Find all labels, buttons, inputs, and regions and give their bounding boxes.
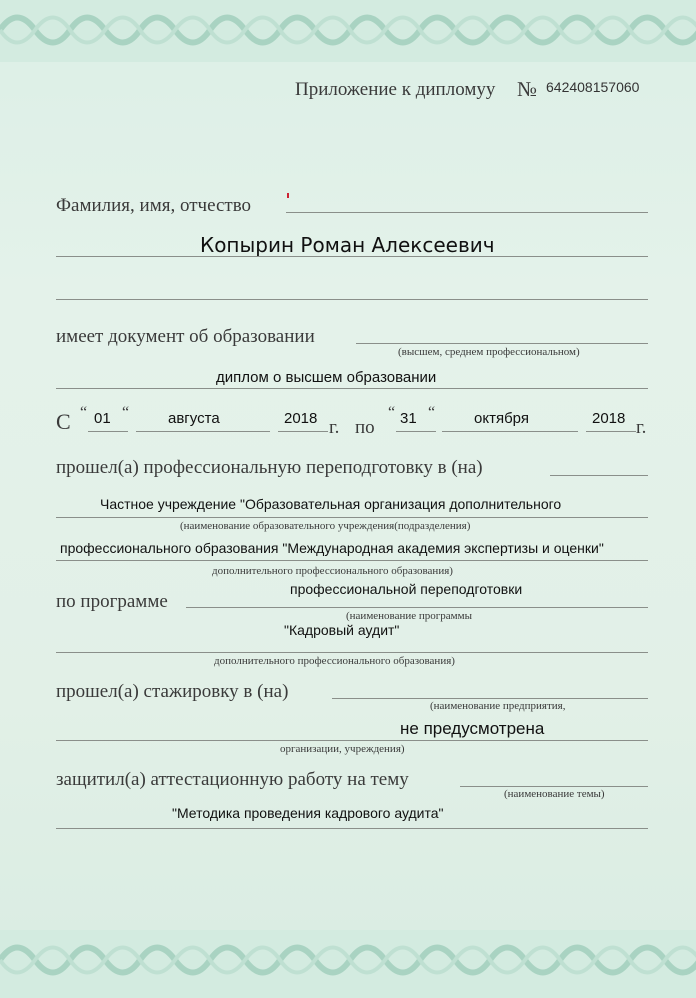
program-value2-underline	[56, 652, 648, 653]
retraining-org-line1: Частное учреждение "Образовательная организация дополнительного	[100, 496, 562, 512]
red-mark	[287, 193, 289, 198]
education-doc-hint: (высшем, среднем профессиональном)	[398, 346, 580, 358]
education-doc-label: имеет документ об образовании	[56, 326, 315, 347]
from-month: августа	[168, 410, 220, 427]
period-from-prefix: С	[56, 409, 71, 434]
from-year: 2018	[284, 410, 318, 427]
to-month: октября	[474, 410, 529, 427]
program-value2: "Кадровый аудит"	[284, 622, 400, 638]
fio-value: Копырин Роман Алексеевич	[200, 233, 495, 257]
program-value1: профессиональной переподготовки	[290, 581, 523, 597]
education-doc-value: диплом о высшем образовании	[216, 369, 437, 386]
internship-value-underline	[56, 740, 648, 741]
program-hint1: (наименование программы	[346, 610, 472, 622]
internship-hint2: организации, учреждения)	[280, 743, 405, 755]
internship-label: прошел(а) стажировку в (на)	[56, 681, 289, 702]
document-title: Приложение к дипломуу	[295, 79, 496, 100]
from-year-suffix: г.	[329, 417, 340, 438]
top-ornament-band	[0, 0, 696, 62]
period-to-prefix: по	[355, 417, 375, 438]
internship-hint1: (наименование предприятия,	[430, 700, 566, 712]
program-value1-underline	[186, 607, 648, 608]
to-day-open-quote: “	[388, 404, 396, 421]
retraining-label: прошел(а) профессиональную переподготовку в (на)	[56, 457, 483, 478]
thesis-hint: (наименование темы)	[504, 788, 605, 800]
thesis-label: защитил(а) аттестационную работу на тему	[56, 769, 409, 790]
thesis-value-underline	[56, 828, 648, 829]
to-year: 2018	[592, 410, 626, 427]
to-day-underline	[396, 431, 436, 432]
program-hint2: дополнительного профессионального образования)	[214, 655, 455, 667]
to-year-suffix: г.	[636, 417, 647, 438]
education-doc-underline	[356, 343, 648, 344]
from-month-underline	[136, 431, 270, 432]
to-year-underline	[586, 431, 636, 432]
to-day-close-quote: “	[428, 404, 436, 421]
from-day-open-quote: “	[80, 404, 88, 421]
retraining-org-line2-underline	[56, 560, 648, 561]
from-day: 01	[94, 410, 111, 427]
retraining-org-line2: профессионального образования "Международная академия экспертизы и оценки"	[60, 540, 604, 556]
fio-label: Фамилия, имя, отчество	[56, 195, 252, 216]
fio-underline-1	[286, 212, 648, 213]
retraining-hint2: дополнительного профессионального образования)	[212, 565, 453, 577]
thesis-value: "Методика проведения кадрового аудита"	[172, 805, 444, 821]
document-number: 642408157060	[546, 79, 640, 95]
fio-underline-3	[56, 299, 648, 300]
bottom-ornament-band	[0, 930, 696, 998]
retraining-hint1: (наименование образовательного учреждения(подразделения)	[180, 520, 471, 532]
thesis-underline	[460, 786, 648, 787]
education-doc-value-underline	[56, 388, 648, 389]
program-label: по программе	[56, 591, 168, 612]
from-day-close-quote: “	[122, 404, 130, 421]
fio-underline-2	[56, 256, 648, 257]
internship-underline	[332, 698, 648, 699]
number-sign: №	[517, 77, 538, 101]
retraining-underline	[550, 475, 648, 476]
to-day: 31	[400, 410, 417, 427]
retraining-org-line1-underline	[56, 517, 648, 518]
from-year-underline	[278, 431, 328, 432]
from-day-underline	[88, 431, 128, 432]
to-month-underline	[442, 431, 578, 432]
internship-value: не предусмотрена	[400, 719, 545, 738]
